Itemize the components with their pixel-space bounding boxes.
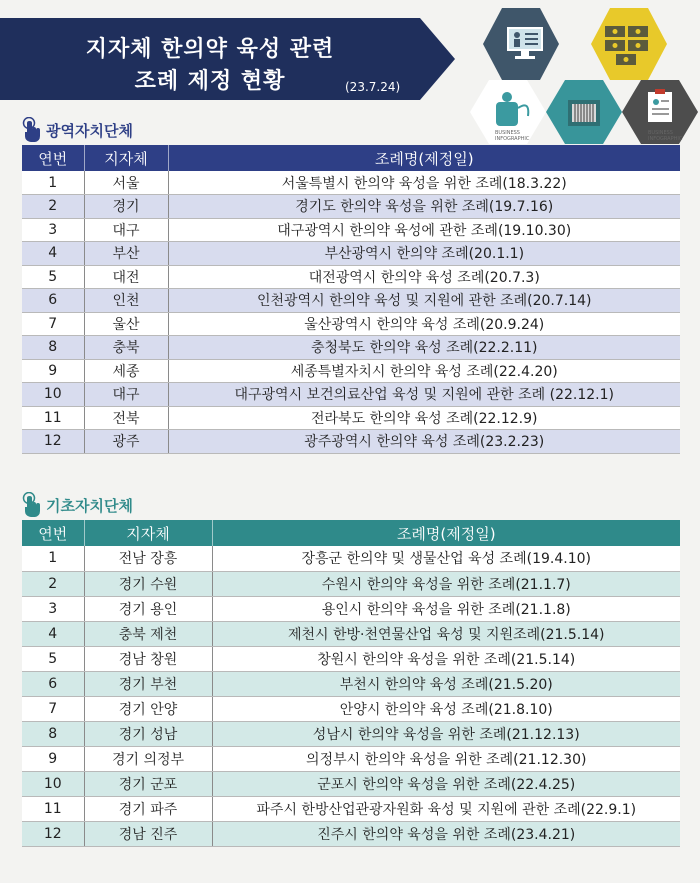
table-row: [22, 289, 680, 313]
column-header-number: 연번: [22, 520, 84, 546]
section-heading-basic: [20, 492, 133, 518]
cell-region: 광주: [84, 430, 168, 454]
cell-ordinance: 대구광역시 보건의료산업 육성 및 지원에 관한 조례 (22.12.1): [168, 383, 680, 407]
column-header-ordinance: 조례명(제정일): [168, 145, 680, 171]
cell-region: 충북 제천: [84, 621, 212, 646]
cell-ordinance: 세종특별자치시 한의약 육성 조례(22.4.20): [168, 359, 680, 383]
cell-number: 11: [22, 406, 84, 430]
cell-region: 서울: [84, 171, 168, 195]
cell-number: 4: [22, 621, 84, 646]
section-heading-metro: [20, 117, 133, 143]
cell-ordinance: 진주시 한의약 육성을 위한 조례(23.4.21): [212, 821, 680, 846]
cell-ordinance: 수원시 한의약 육성을 위한 조례(21.1.7): [212, 571, 680, 596]
cell-number: 8: [22, 336, 84, 360]
cell-number: 12: [22, 821, 84, 846]
cell-ordinance: 부산광역시 한의약 조례(20.1.1): [168, 242, 680, 266]
cell-number: 10: [22, 771, 84, 796]
table-row: [22, 621, 680, 646]
table-row: [22, 721, 680, 746]
table-row: [22, 771, 680, 796]
cell-region: 경남 진주: [84, 821, 212, 846]
section-title: 기초자치단체: [46, 496, 133, 515]
cell-region: 전남 장흥: [84, 546, 212, 571]
cell-region: 경남 창원: [84, 646, 212, 671]
table-row: [22, 671, 680, 696]
table-row: [22, 406, 680, 430]
cell-number: 12: [22, 430, 84, 454]
table-row: [22, 195, 680, 219]
cell-region: 경기 군포: [84, 771, 212, 796]
cell-ordinance: 부천시 한의약 육성 조례(21.5.20): [212, 671, 680, 696]
table-row: [22, 646, 680, 671]
table-row: [22, 430, 680, 454]
cell-number: 3: [22, 596, 84, 621]
cell-number: 2: [22, 571, 84, 596]
cell-region: 경기 수원: [84, 571, 212, 596]
table-row: [22, 336, 680, 360]
table-row: [22, 383, 680, 407]
table-row: [22, 265, 680, 289]
cell-number: 4: [22, 242, 84, 266]
hex-caption: BUSINESS INFOGRAPHIC: [648, 130, 683, 142]
table-row: [22, 312, 680, 336]
table-row: [22, 796, 680, 821]
cell-ordinance: 의정부시 한의약 육성을 위한 조례(21.12.30): [212, 746, 680, 771]
cell-number: 9: [22, 746, 84, 771]
table-header-row: [22, 520, 680, 546]
cell-ordinance: 전라북도 한의약 육성 조례(22.12.9): [168, 406, 680, 430]
page-title-line1: 지자체 한의약 육성 관련: [85, 37, 335, 62]
reference-date: (23.7.24): [345, 80, 401, 94]
cell-region: 대구: [84, 218, 168, 242]
cell-ordinance: 장흥군 한의약 및 생물산업 육성 조례(19.4.10): [212, 546, 680, 571]
cell-ordinance: 인천광역시 한의약 육성 및 지원에 관한 조례(20.7.14): [168, 289, 680, 313]
money-stack-icon: [591, 8, 667, 80]
pointing-hand-icon: [20, 492, 42, 518]
cell-region: 경기 부천: [84, 671, 212, 696]
table-row: [22, 746, 680, 771]
cell-number: 2: [22, 195, 84, 219]
table-row: [22, 218, 680, 242]
cell-ordinance: 군포시 한의약 육성을 위한 조례(22.4.25): [212, 771, 680, 796]
table-row: [22, 242, 680, 266]
cell-number: 6: [22, 289, 84, 313]
metro-ordinance-table: [22, 145, 680, 454]
cell-number: 1: [22, 171, 84, 195]
computer-user-icon: [483, 8, 559, 80]
cell-number: 3: [22, 218, 84, 242]
table-header-row: [22, 145, 680, 171]
table-row: [22, 546, 680, 571]
cell-region: 세종: [84, 359, 168, 383]
cell-ordinance: 울산광역시 한의약 육성 조례(20.9.24): [168, 312, 680, 336]
cell-number: 5: [22, 646, 84, 671]
cell-region: 전북: [84, 406, 168, 430]
page-title-line2: 조례 제정 현황: [134, 69, 286, 94]
cell-ordinance: 용인시 한의약 육성을 위한 조례(21.1.8): [212, 596, 680, 621]
cell-number: 1: [22, 546, 84, 571]
cell-number: 5: [22, 265, 84, 289]
infographic-hexagons: [470, 0, 700, 150]
table-row: [22, 696, 680, 721]
column-header-number: 연번: [22, 145, 84, 171]
cell-number: 7: [22, 312, 84, 336]
cell-ordinance: 서울특별시 한의약 육성을 위한 조례(18.3.22): [168, 171, 680, 195]
cell-region: 대구: [84, 383, 168, 407]
cell-region: 경기 용인: [84, 596, 212, 621]
cell-ordinance: 성남시 한의약 육성을 위한 조례(21.12.13): [212, 721, 680, 746]
basic-ordinance-table: [22, 520, 680, 847]
table-row: [22, 571, 680, 596]
cell-number: 9: [22, 359, 84, 383]
cell-region: 경기 의정부: [84, 746, 212, 771]
cell-region: 경기 성남: [84, 721, 212, 746]
cell-number: 8: [22, 721, 84, 746]
table-row: [22, 596, 680, 621]
cell-ordinance: 경기도 한의약 육성을 위한 조례(19.7.16): [168, 195, 680, 219]
cell-region: 인천: [84, 289, 168, 313]
table-row: [22, 171, 680, 195]
cell-region: 경기 파주: [84, 796, 212, 821]
title-banner: [0, 18, 455, 100]
cell-ordinance: 제천시 한방·천연물산업 육성 및 지원조례(21.5.14): [212, 621, 680, 646]
cell-ordinance: 안양시 한의약 육성 조례(21.8.10): [212, 696, 680, 721]
section-title: 광역자치단체: [46, 121, 133, 140]
table-row: [22, 359, 680, 383]
column-header-ordinance: 조례명(제정일): [212, 520, 680, 546]
column-header-region: 지자체: [84, 145, 168, 171]
pointing-hand-icon: [20, 117, 42, 143]
cell-region: 대전: [84, 265, 168, 289]
cell-ordinance: 창원시 한의약 육성을 위한 조례(21.5.14): [212, 646, 680, 671]
archive-box-icon: [546, 80, 622, 144]
column-header-region: 지자체: [84, 520, 212, 546]
hex-caption: BUSINESS INFOGRAPHIC: [495, 130, 530, 142]
cell-number: 6: [22, 671, 84, 696]
cell-number: 7: [22, 696, 84, 721]
cell-region: 경기 안양: [84, 696, 212, 721]
cell-number: 11: [22, 796, 84, 821]
cell-ordinance: 광주광역시 한의약 육성 조례(23.2.23): [168, 430, 680, 454]
cell-region: 부산: [84, 242, 168, 266]
cell-region: 울산: [84, 312, 168, 336]
cell-ordinance: 파주시 한방산업관광자원화 육성 및 지원에 관한 조례(22.9.1): [212, 796, 680, 821]
cell-region: 충북: [84, 336, 168, 360]
cell-region: 경기: [84, 195, 168, 219]
cell-ordinance: 대구광역시 한의약 육성에 관한 조례(19.10.30): [168, 218, 680, 242]
table-row: [22, 821, 680, 846]
cell-ordinance: 대전광역시 한의약 육성 조례(20.7.3): [168, 265, 680, 289]
cell-number: 10: [22, 383, 84, 407]
cell-ordinance: 충청북도 한의약 육성 조례(22.2.11): [168, 336, 680, 360]
